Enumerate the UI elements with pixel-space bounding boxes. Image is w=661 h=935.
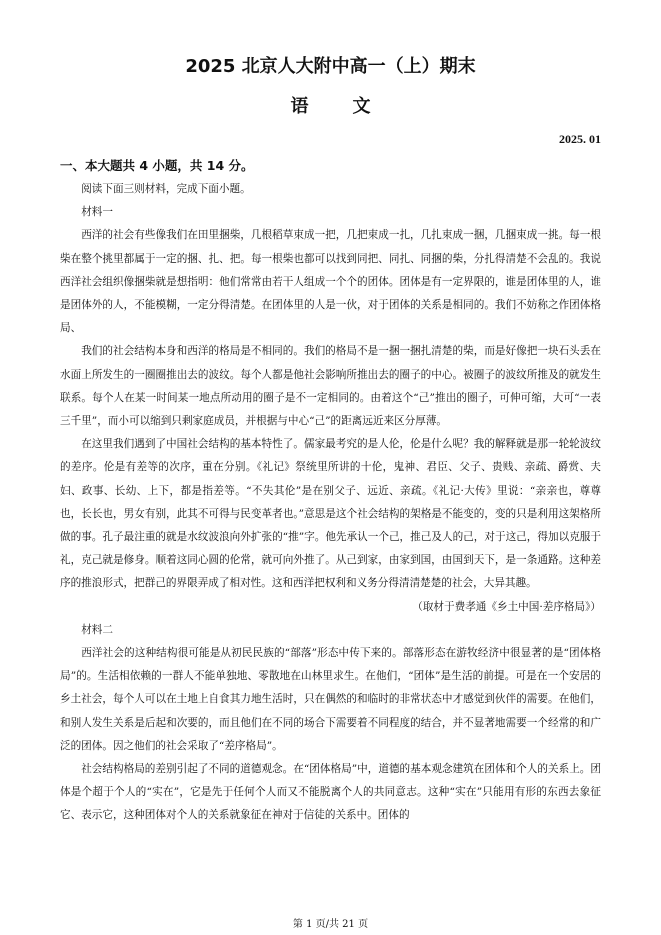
material-1-label: 材料一 <box>81 206 113 219</box>
material-1-source: （取材于费孝通《乡土中国·差序格局》） <box>412 600 601 613</box>
material-1-paragraph: 西洋的社会有些像我们在田里捆柴，几根稻草束成一把，几把束成一扎，几扎束成一捆，几捆束成一挑。每一根柴在整个挑里都属于一定的捆、扎、把。每一根柴也都可以找到同把、同扎、同捆的柴，分扎得清楚不会乱的。我说西洋社会组织像捆柴就是想指明：他们常常由若干人组成一个个的团体。团体是有一定界限的，谁是团体里的人，谁是团体外的人，不能模糊，一定分得清楚。在团体里的人是一伙，对于团体的关系是相同的。我们不妨称之作团体格局、 <box>60 229 601 335</box>
material-1-paragraph: 我们的社会结构本身和西洋的格局是不相同的。我们的格局不是一捆一捆扎清楚的柴，而是好像把一块石头丢在水面上所发生的一圈圈推出去的波纹。每个人都是他社会影响所推出去的圈子的中心。被圈子的波纹所推及的就发生联系。每个人在某一时间某一地点所动用的圈子是不一定相同的。由着这个“己”推出的圈子，可伸可缩，大可“一表三千里”，而小可以缩到只剩家庭成员，并根据与中心“己”的距离远近来区分厚薄。 <box>60 345 601 428</box>
instruction: 阅读下面三则材料，完成下面小题。 <box>81 183 251 195</box>
material-2-paragraph: 西洋社会的这种结构很可能是从初民民族的“部落”形态中传下来的。部落形态在游牧经济中很显著的是“团体格局”的。生活相依赖的一群人不能单独地、零散地在山林里求生。在他们，“团体”是生活的前提。可是在一个安居的乡土社会，每个人可以在土地上自食其力地生活时，只在偶然的和临时的非常状态中才感觉到伙伴的需要。在他们，和别人发生关系是后起和次要的，而且他们在不同的场合下需要着不同程度的结合，并不显著地需要一个经常的和广泛的团体。因之他们的社会采取了“差序格局”。 <box>60 647 601 752</box>
material-2-label: 材料二 <box>81 623 113 636</box>
exam-title: 2025 北京人大附中高一（上）期末 <box>185 56 476 77</box>
material-2-paragraph: 社会结构格局的差别引起了不同的道德观念。在“团体格局”中，道德的基本观念建筑在团体和个人的关系上。团体是个超于个人的“实在”，它是先于任何个人而又不能脱离个人的共同意志。这种“实在”只能用有形的东西去象征它、表示它，这种团体对个人的关系就象征在神对于信徒的关系中。团体的 <box>60 763 601 822</box>
material-1-paragraph: 在这里我们遇到了中国社会结构的基本特性了。儒家最考究的是人伦，伦是什么呢？我的解释就是那一轮轮波纹的差序。伦是有差等的次序，重在分别。《礼记》祭统里所讲的十伦，鬼神、君臣、父子、贵贱、亲疏、爵赏、夫妇、政事、长幼、上下，都是指差等。“不失其伦”是在别父子、远近、亲疏。《礼记·大传》里说：“亲亲也，尊尊也，长长也，男女有别，此其不可得与民变革者也。”意思是这个社会结构的架格是不能变的，变的只是利用这架格所做的事。孔子最注重的就是水纹波浪向外扩张的“推”字。他先承认一个己，推己及人的己，对于这己，得加以克服于礼，克己就是修身。顺着这同心圆的伦常，就可向外推了。从己到家，由家到国，由国到天下，是一条通路。这种差序的推浪形式，把群己的界限弄成了相对性。这和西洋把权利和义务分得清清楚楚的社会，大异其趣。 <box>60 438 601 590</box>
section-heading: 一、本大题共 4 小题，共 14 分。 <box>60 158 254 173</box>
exam-date: 2025. 01 <box>559 132 601 146</box>
reading-body <box>60 178 601 828</box>
page-number: 第 1 页/共 21 页 <box>292 919 369 930</box>
subject-title: 语文 <box>290 96 415 117</box>
